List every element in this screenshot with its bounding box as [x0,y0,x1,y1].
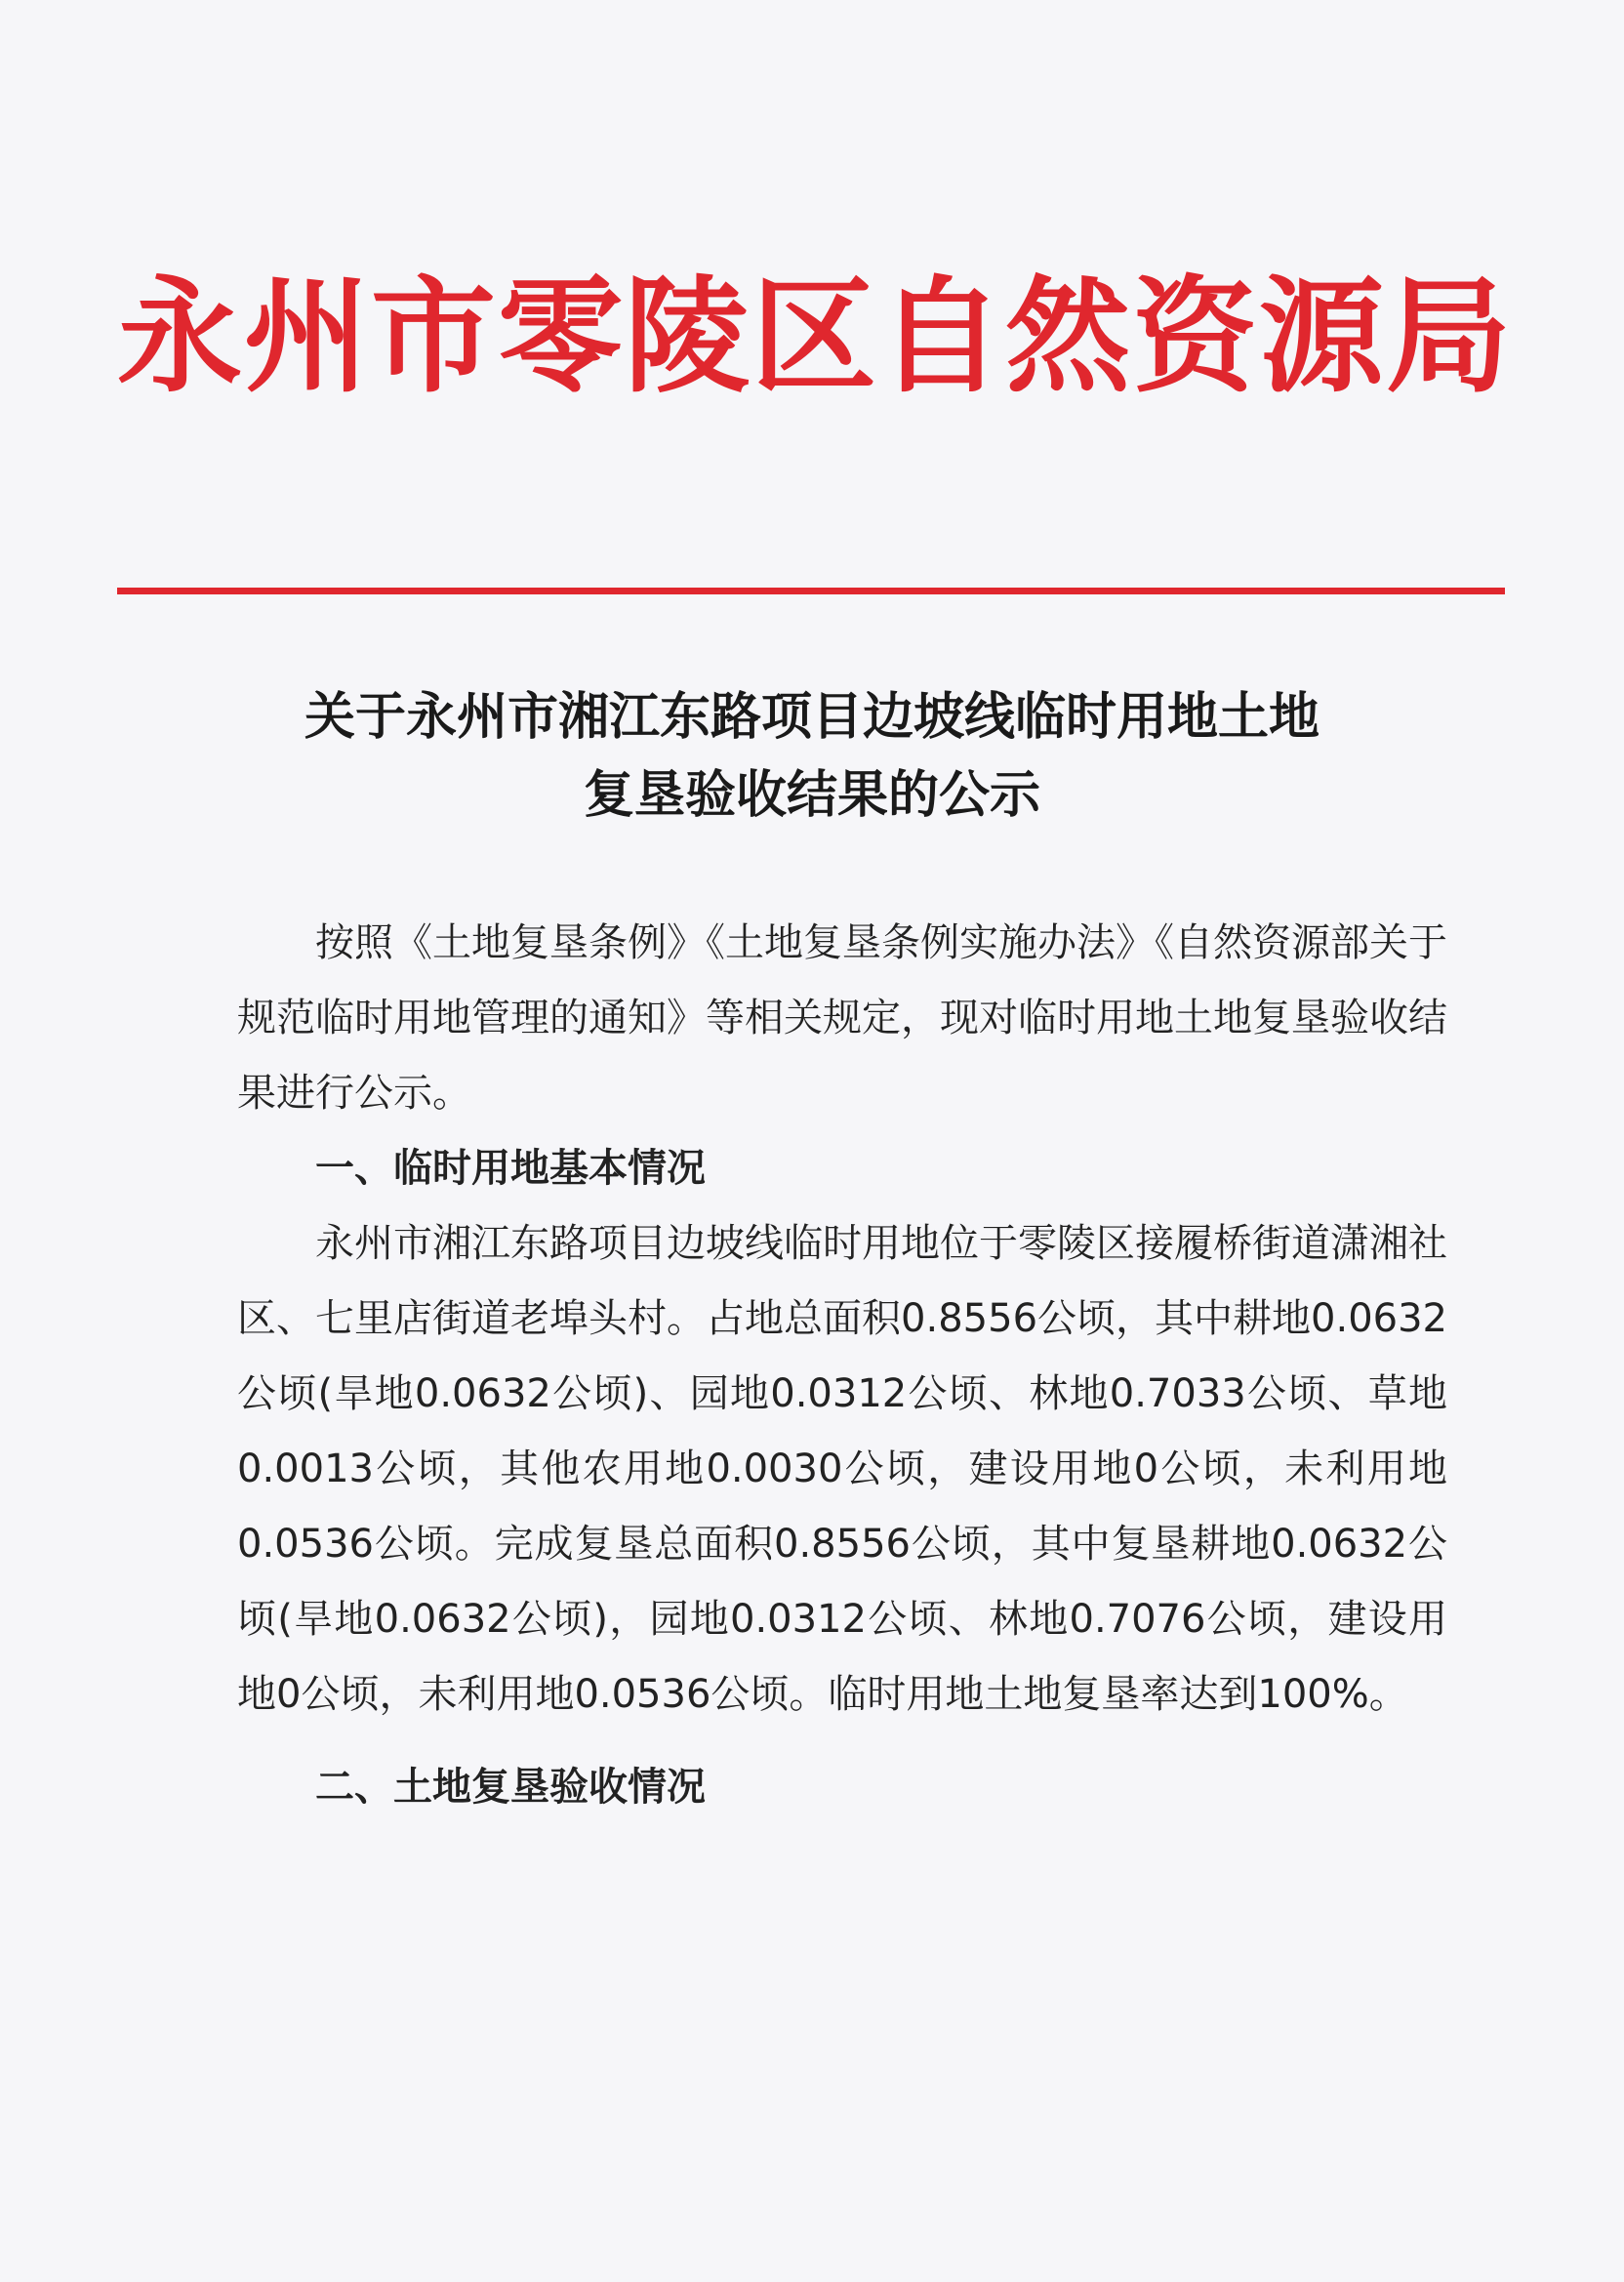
document-title [195,678,1429,835]
document-title-line-2: 复垦验收结果的公示 [583,765,1040,825]
document-title-line-1: 关于永州市湘江东路项目边坡线临时用地土地 [304,687,1320,747]
section-2-heading: 二、土地复垦验收情况 [315,1765,706,1810]
section-1-paragraph: 永州市湘江东路项目边坡线临时用地位于零陵区接履桥街道潇湘社区、七里店街道老埠头村。占地总面积0.8556公顷，其中耕地0.0632公顷(旱地0.0632公顷)、园地0.0312公顷、林地0.7033公顷、草地0.0013公顷，其他农用地0.0030公顷，建设用地0公顷，未利用地0.0536公顷。完成复垦总面积0.8556公顷，其中复垦耕地0.0632公顷(旱地0.0632公顷)，园地0.0312公顷、林地0.7076公顷，建设用地0公顷，未利用地0.0536公顷。临时用地土地复垦率达到100%。 [237,1221,1447,1717]
intro-paragraph: 按照《土地复垦条例》《土地复垦条例实施办法》《自然资源部关于规范临时用地管理的通知》等相关规定，现对临时用地土地复垦验收结果进行公示。 [237,920,1447,1116]
red-divider-line [117,588,1505,594]
letterhead-title: 永州市零陵区自然资源局 [117,264,1514,410]
document-body [237,906,1447,1825]
section-1-heading: 一、临时用地基本情况 [315,1146,706,1191]
